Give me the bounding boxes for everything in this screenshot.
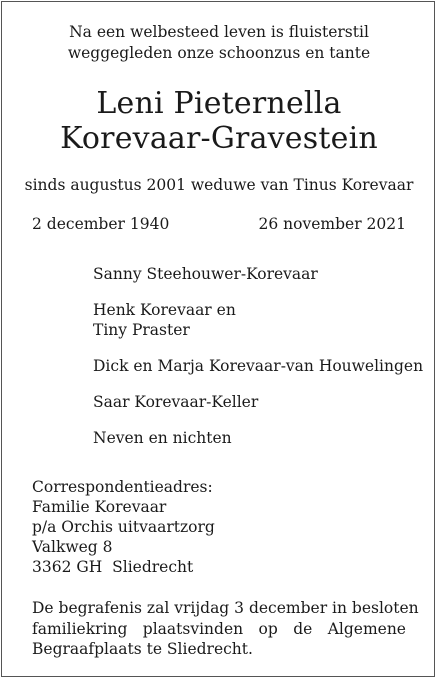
funeral-line: Begraafplaats te Sliedrecht. — [32, 640, 253, 658]
mourner-line: Tiny Praster — [93, 321, 190, 339]
correspondence-address — [32, 477, 215, 577]
funeral-line: De begrafenis zal vrijdag 3 december in besloten — [32, 599, 419, 617]
intro-line: weggegleden onze schoonzus en tante — [67, 44, 371, 62]
birth-date: 2 december 1940 — [32, 215, 170, 233]
mourners-list — [93, 264, 423, 464]
funeral-notice — [32, 598, 419, 660]
address-line: 3362 GH Sliedrecht — [32, 558, 194, 576]
widow-line: sinds augustus 2001 weduwe van Tinus Korevaar — [24, 176, 414, 194]
deceased-first-names: Leni Pieternella — [96, 86, 342, 121]
intro-text — [0, 22, 438, 64]
deceased-surname: Korevaar-Gravestein — [60, 121, 378, 156]
address-line: Valkweg 8 — [32, 538, 113, 556]
deceased-name — [0, 86, 438, 156]
correspondence-heading: Correspondentieadres: — [32, 478, 213, 496]
mourner-entry: Neven en nichten — [93, 429, 232, 447]
death-date: 26 november 2021 — [258, 215, 406, 233]
mourner-line: Henk Korevaar en — [93, 301, 236, 319]
address-line: p/a Orchis uitvaartzorg — [32, 518, 215, 536]
mourner-entry: Sanny Steehouwer-Korevaar — [93, 265, 318, 283]
mourner-entry — [93, 300, 423, 340]
mourner-entry: Saar Korevaar-Keller — [93, 393, 259, 411]
intro-line: Na een welbesteed leven is fluisterstil — [69, 23, 369, 41]
mourner-entry: Dick en Marja Korevaar-van Houwelingen — [93, 357, 424, 375]
funeral-line: familiekring plaatsvinden op de Algemene — [32, 619, 406, 638]
address-line: Familie Korevaar — [32, 498, 167, 516]
